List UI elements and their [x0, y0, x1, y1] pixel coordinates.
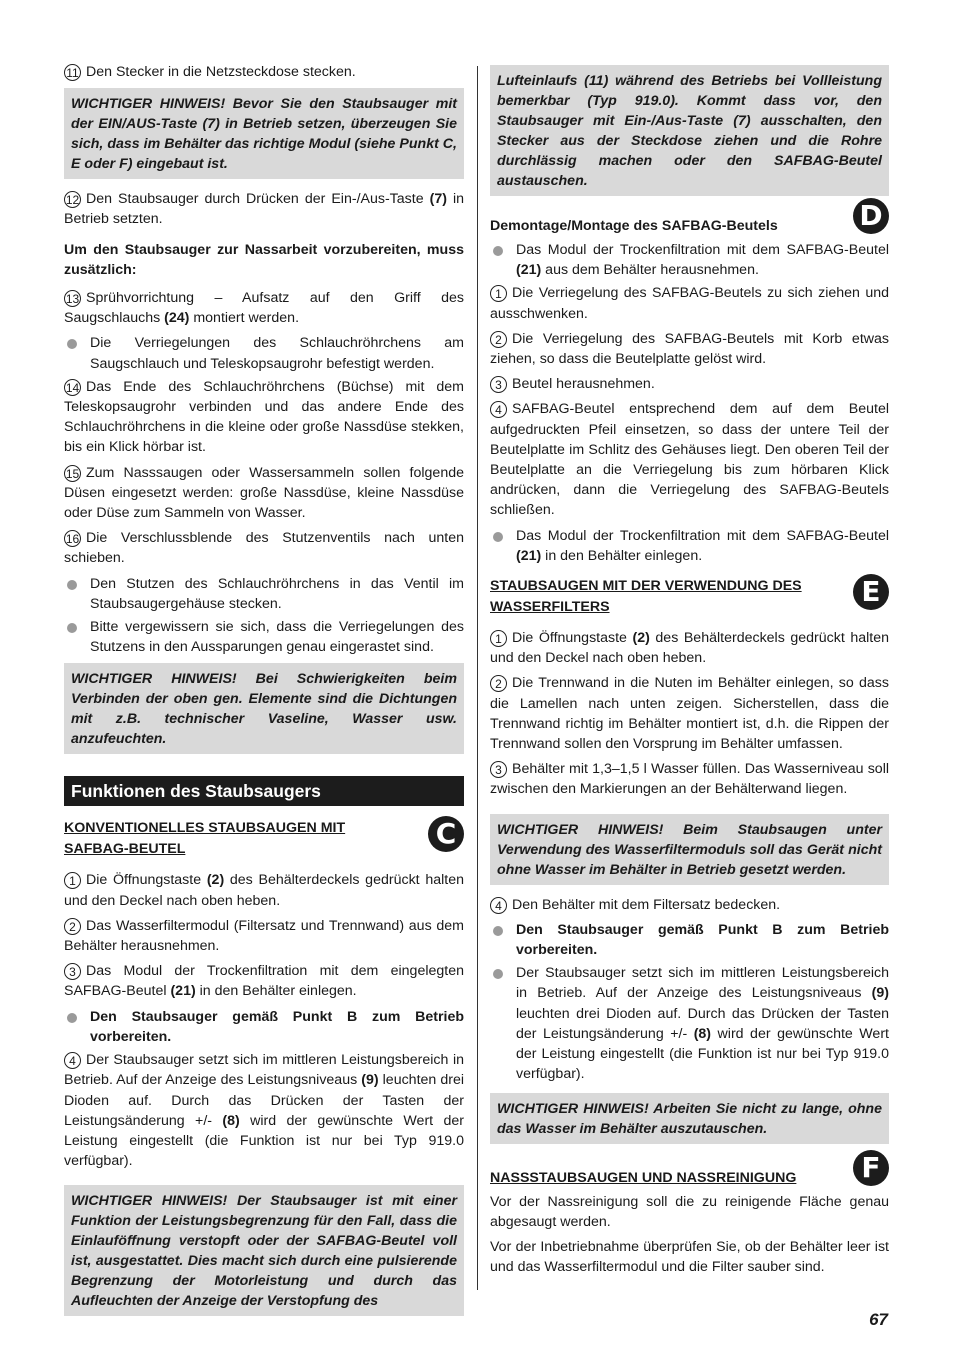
subsection-e-heading: STAUBSAUGEN MIT DER VERWENDUNG DES WASSERFILTERS E	[490, 576, 889, 618]
left-column	[64, 62, 464, 1326]
section-f-badge: F	[853, 1150, 889, 1186]
step-number-badge: 3	[64, 963, 81, 980]
step-number-badge: 1	[490, 285, 507, 302]
subsection-f-heading: NASSSTAUBSAUGEN UND NASSREINIGUNG F	[490, 1162, 889, 1190]
step-number-badge: 12	[65, 193, 80, 208]
d-step-4: 4 SAFBAG-Beutel entsprechend dem auf dem Beutel aufgedruckten Pfeil einsetzen, so dass der untere Teil der Beutelplatte im Schlitz des Gehäuses liegt. Den oberen Teil der Beutelplatte an die Verriegelung bis zum hörbaren Klick andrücken, dann die Verriegelung des SAFBAG-Beutels schließen.	[490, 401, 889, 519]
section-c-badge: C	[428, 816, 464, 852]
section-e-badge: E	[853, 574, 889, 610]
bullet-item: Bitte vergewissern sie sich, dass die Verriegelungen des Stutzens in den Aussparungen genau eingerastet sind.	[64, 617, 464, 657]
step-number-badge: 2	[490, 675, 507, 692]
step-15: 15 Zum Nasssaugen oder Wassersammeln sollen folgende Düsen eingesetzt werden: große Nassdüse, kleine Nassdüse oder Düse zum Sammeln von Wasser.	[64, 464, 464, 522]
step-number-badge: 3	[490, 376, 507, 393]
column-divider	[477, 66, 478, 1290]
step-number-badge: 2	[64, 918, 81, 935]
step-number-badge: 1	[64, 872, 81, 889]
subsection-c-heading: KONVENTIONELLES STAUBSAUGEN MIT SAFBAG-BEUTEL C	[64, 818, 464, 860]
step-number-badge: 3	[490, 761, 507, 778]
step-number-badge: 16	[65, 532, 80, 547]
step-16: 16 Die Verschlussblende des Stutzenventils nach unten schieben.	[64, 530, 464, 567]
bullet-item: Der Staubsauger setzt sich im mittleren Leistungsbereich in Betrieb. Auf der Anzeige des Leistungsniveaus (9) leuchten drei Dioden auf. Durch das Drücken der Tasten der Leistungsänderung +/- (8) wird der gewünschte Wert der Leistung eingestellt (die Funktion ist nur bei Typ 919.0 verfügbar).	[490, 963, 889, 1084]
section-d-badge: D	[853, 198, 889, 234]
f-paragraph: Vor der Inbetriebnahme überprüfen Sie, ob der Behälter leer ist und das Wasserfiltermodul und die Filter sauber sind.	[490, 1238, 889, 1276]
step-11: 11 Den Stecker in die Netzsteckdose stecken.	[64, 62, 464, 82]
bullet-item: Das Modul der Trockenfiltration mit dem SAFBAG-Beutel (21) in den Behälter einlegen.	[490, 526, 889, 566]
important-note: WICHTIGER HINWEIS! Bei Schwierigkeiten beim Verbinden der oben gen. Elemente sind die Dichtungen mit z.B. technischer Vaseline, Wasser usw. anzufeuchten.	[64, 663, 464, 754]
step-12: 12 Den Staubsauger durch Drücken der Ein-/Aus-Taste (7) in Betrieb setzten.	[64, 191, 465, 228]
step-number-badge: 1	[490, 630, 507, 647]
bullet-item: Den Stutzen des Schlauchröhrchens in das Ventil im Staubsaugergehäuse stecken.	[64, 574, 464, 614]
step-number-badge: 13	[65, 292, 80, 307]
bullet-item: Den Staubsauger gemäß Punkt B zum Betrieb vorbereiten.	[490, 920, 889, 960]
e-step-1: 1 Die Öffnungstaste (2) des Behälterdeckels gedrückt halten und den Deckel nach oben heben.	[490, 630, 889, 667]
c-step-1: 1 Die Öffnungstaste (2) des Behälterdeckels gedrückt halten und den Deckel nach oben heben.	[64, 872, 464, 909]
important-note: WICHTIGER HINWEIS! Arbeiten Sie nicht zu lange, ohne das Wasser im Behälter auszutauschen.	[490, 1093, 889, 1144]
bullet-item: Die Verriegelungen des Schlauchröhrchens am Saugschlauch und Teleskopsaugrohr befestigt werden.	[64, 333, 464, 373]
important-note: WICHTIGER HINWEIS! Bevor Sie den Staubsauger mit der EIN/AUS-Taste (7) in Betrieb setzen, überzeugen Sie sich, dass im Behälter das richtige Modul (siehe Punkt C, E oder F) eingebaut ist.	[64, 88, 464, 179]
important-note: WICHTIGER HINWEIS! Beim Staubsaugen unter Verwendung des Wasserfiltermoduls soll das Gerät nicht ohne Wasser im Behälter in Betrieb gesetzt werden.	[490, 814, 889, 885]
step-number-badge: 11	[64, 64, 81, 81]
step-13: 13 Sprühvorrichtung – Aufsatz auf den Griff des Saugschlauchs (24) montiert werden.	[64, 290, 464, 327]
c-step-2: 2 Das Wasserfiltermodul (Filtersatz und Trennwand) aus dem Behälter herausnehmen.	[64, 917, 464, 955]
d-step-2: 2 Die Verriegelung des SAFBAG-Beutels mit Korb etwas ziehen, so dass die Beutelplatte gelöst wird.	[490, 330, 889, 368]
e-step-3: 3 Behälter mit 1,3–1,5 l Wasser füllen. Das Wasserniveau soll zwischen den Markierungen an der Behälterwand liegen.	[490, 761, 889, 798]
step-number-badge: 14	[65, 380, 80, 395]
c-step-3: 3 Das Modul der Trockenfiltration mit dem eingelegten SAFBAG-Beutel (21) in den Behälter einlegen.	[64, 963, 464, 1000]
wet-intro: Um den Staubsauger zur Nassarbeit vorzubereiten, muss zusätzlich:	[64, 241, 464, 278]
important-note-continued: Lufteinlaufs (11) während des Betriebs bei Vollleistung bemerkbar (Typ 919.0). Kommt dass vor, den Staubsauger mit Ein-/Aus-Taste (7) ausschalten, den Stecker aus der Steckdose ziehen und die Rohre durchlässig machen oder den SAFBAG-Beutel austauschen.	[490, 65, 889, 196]
important-note: WICHTIGER HINWEIS! Der Staubsauger ist mit einer Funktion der Leistungsbegrenzung für den Fall, dass die Einlauföffnung verstopft oder der SAFBAG-Beutel voll ist, ausgestattet. Dies macht sich durch eine pulsierende Begrenzung der Motorleistung und durch das Aufleuchten der Anzeige der Verstopfung des	[64, 1185, 464, 1316]
d-step-1: 1 Die Verriegelung des SAFBAG-Beutels zu sich ziehen und ausschwenken.	[490, 285, 889, 322]
page-number: 67	[869, 1310, 888, 1329]
f-paragraph: Vor der Nassreinigung soll die zu reinigende Fläche genau abgesaugt werden.	[490, 1193, 889, 1230]
step-number-badge: 15	[65, 466, 80, 481]
step-number-badge: 2	[490, 331, 507, 348]
bullet-item: Das Modul der Trockenfiltration mit dem SAFBAG-Beutel (21) aus dem Behälter herausnehmen.	[490, 240, 889, 280]
e-step-4: 4 Den Behälter mit dem Filtersatz bedecken.	[490, 895, 889, 915]
step-14: 14 Das Ende des Schlauchröhrchens (Büchse) mit dem Teleskopsaugrohr verbinden und das andere Ende des Schlauchröhrchens in die kleine oder große Nassdüse stekken, bis ein Klick hörbar ist.	[64, 378, 464, 456]
right-column	[490, 62, 889, 1282]
e-step-2: 2 Die Trennwand in die Nuten im Behälter einlegen, so dass die Lamellen nach unten zeigen. Sicherstellen, dass die Trennwand richtig im Behälter montiert ist, d.h. die Rippen der Trennwand sollen den Vorsprung im Behälter umfassen.	[490, 675, 889, 753]
subsection-d-heading: Demontage/Montage des SAFBAG-Beutels D	[490, 210, 889, 238]
bullet-item: Den Staubsauger gemäß Punkt B zum Betrieb vorbereiten.	[64, 1007, 464, 1047]
step-number-badge: 4	[490, 401, 507, 418]
step-number-badge: 4	[490, 897, 507, 914]
d-step-3: 3 Beutel herausnehmen.	[490, 374, 889, 394]
section-title: Funktionen des Staubsaugers	[64, 776, 464, 806]
step-number-badge: 4	[64, 1052, 81, 1069]
c-step-4: 4 Der Staubsauger setzt sich im mittleren Leistungsbereich in Betrieb. Auf der Anzeige des Leistungsniveaus (9) leuchten drei Dioden auf. Durch das Drücken der Tasten der Leistungsänderung +/- (8) wird der gewünschte Wert der Leistung eingestellt (die Funktion ist nur bei Typ 919.0 verfügbar).	[64, 1052, 465, 1170]
